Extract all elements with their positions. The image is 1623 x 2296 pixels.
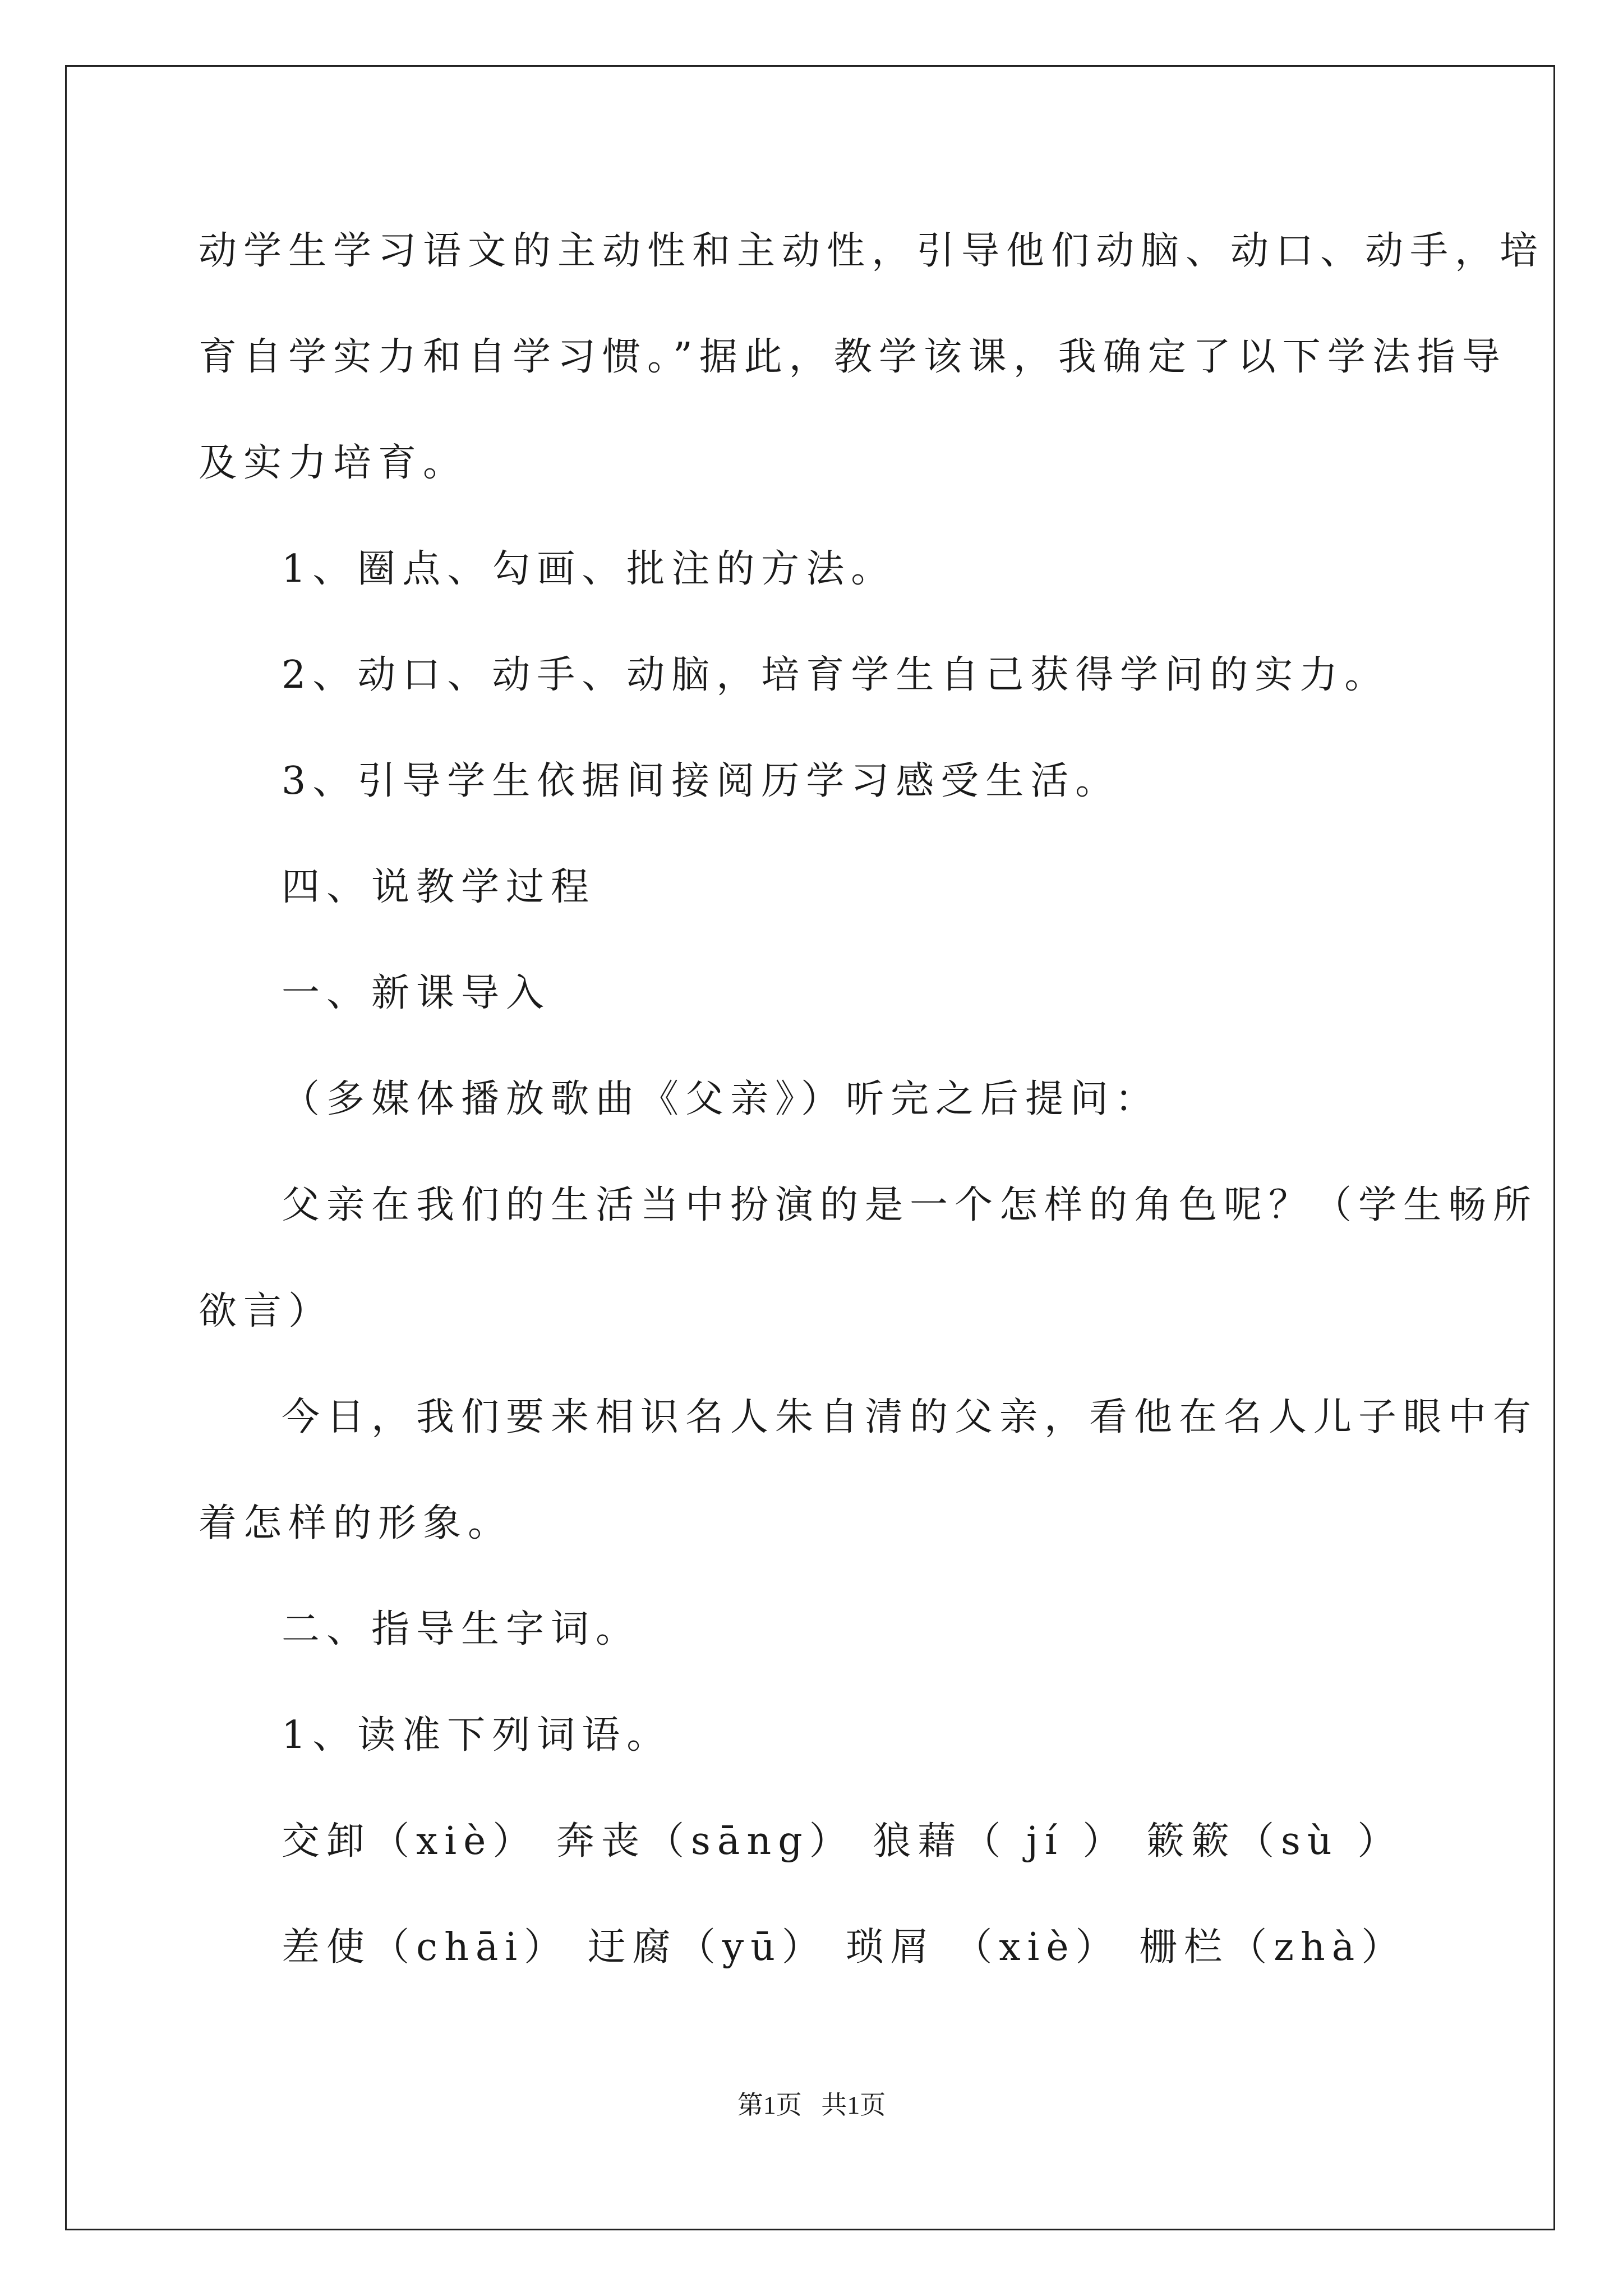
section-heading: 二、指导生字词。 xyxy=(282,1607,641,1651)
text-line: （多媒体播放歌曲《父亲》）听完之后提问： xyxy=(282,1077,1160,1121)
text-line: 着怎样的形象。 xyxy=(199,1501,513,1545)
list-item: 1、读准下列词语。 xyxy=(282,1713,672,1757)
text-line: 父亲在我们的生活当中扮演的是一个怎样的角色呢？（学生畅所 xyxy=(282,1183,1538,1227)
section-heading: 一、新课导入 xyxy=(282,971,551,1015)
page-border xyxy=(65,65,1555,2230)
text-line: 欲言） xyxy=(199,1289,334,1333)
list-item: 1、圈点、勾画、批注的方法。 xyxy=(282,547,896,591)
page-footer: 第1页 共1页 xyxy=(737,2091,886,2119)
vocabulary-line: 差使（chāi） 迂腐（yū） 琐屑 （xiè） 栅栏（zhà） xyxy=(282,1925,1407,1970)
text-line: 动学生学习语文的主动性和主动性，引导他们动脑、动口、动手，培 xyxy=(199,229,1545,273)
vocabulary-line: 交卸（xiè） 奔丧（sāng） 狼藉（ jí ） 簌簌（sù ） xyxy=(282,1819,1403,1864)
section-heading: 四、说教学过程 xyxy=(282,865,596,909)
text-line: 育自学实力和自学习惯。”据此，教学该课，我确定了以下学法指导 xyxy=(199,335,1507,379)
text-line: 今日，我们要来相识名人朱自清的父亲，看他在名人儿子眼中有 xyxy=(282,1395,1538,1439)
list-item: 3、引导学生依据间接阅历学习感受生活。 xyxy=(282,759,1121,803)
list-item: 2、动口、动手、动脑，培育学生自己获得学问的实力。 xyxy=(282,653,1390,697)
text-line: 及实力培育。 xyxy=(199,441,468,485)
